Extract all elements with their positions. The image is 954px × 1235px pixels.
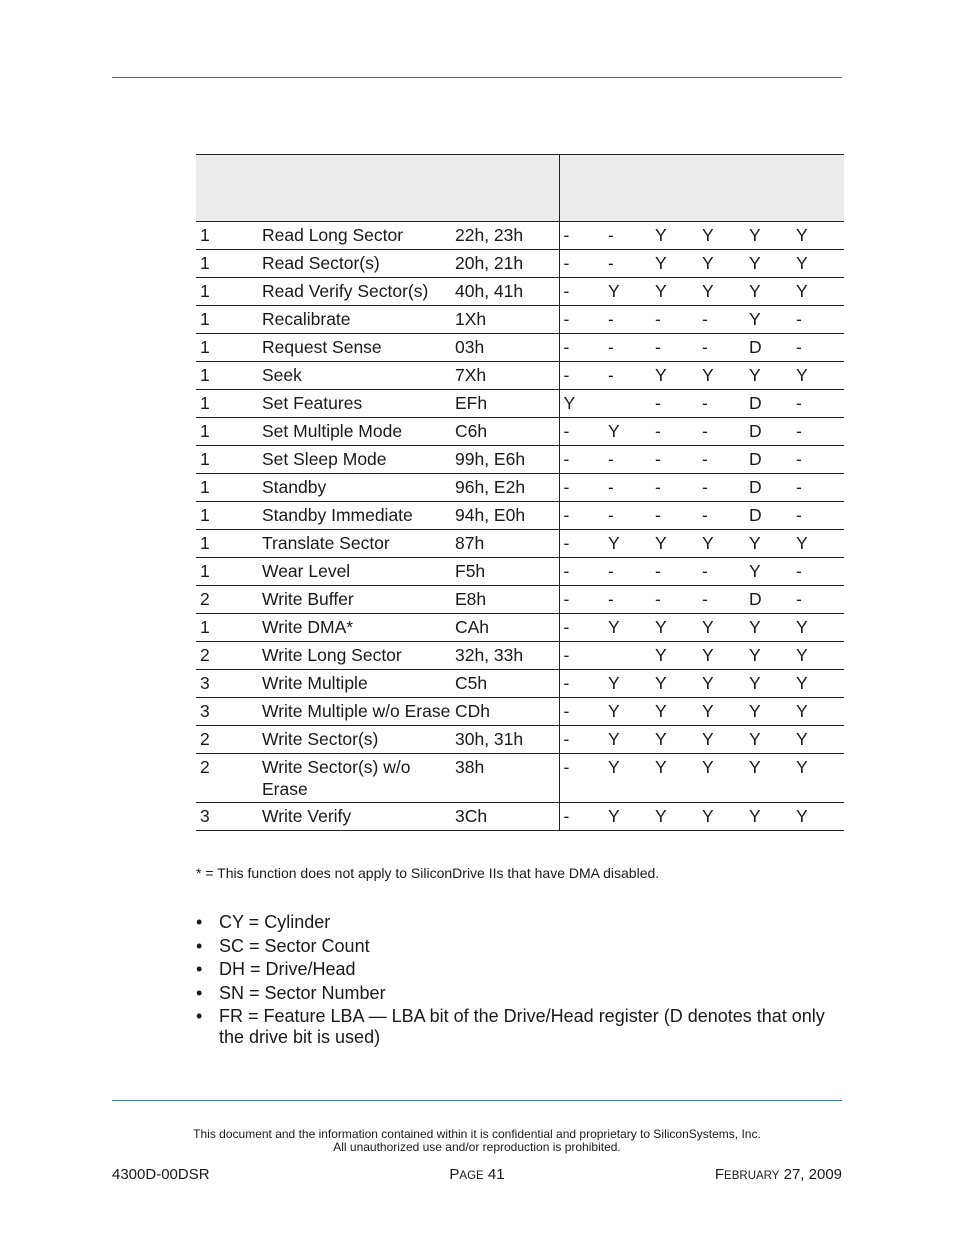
command-cell: Wear Level — [262, 558, 455, 586]
command-cell: Set Sleep Mode — [262, 446, 455, 474]
class-cell: 1 — [196, 278, 262, 306]
table-footnote: * = This function does not apply to SiliconDrive IIs that have DMA disabled. — [196, 865, 660, 881]
sc-cell: - — [608, 474, 655, 502]
lba-cell: - — [796, 418, 844, 446]
table-row — [196, 530, 844, 558]
code-cell: 96h, E2h — [455, 474, 559, 502]
cy-cell: - — [702, 558, 749, 586]
code-cell: 87h — [455, 530, 559, 558]
page-number-value: 41 — [487, 1166, 505, 1183]
sc-cell: Y — [608, 670, 655, 698]
dh-cell: D — [749, 502, 796, 530]
sn-cell: Y — [655, 278, 702, 306]
lba-cell: Y — [796, 670, 844, 698]
cy-cell: - — [702, 418, 749, 446]
lba-cell: Y — [796, 530, 844, 558]
sc-cell: Y — [608, 418, 655, 446]
code-cell: 7Xh — [455, 362, 559, 390]
command-cell: Write Sector(s) — [262, 726, 455, 754]
command-cell: Read Verify Sector(s) — [262, 278, 455, 306]
fr-cell: - — [559, 670, 608, 698]
date-first: F — [714, 1166, 725, 1183]
command-cell: Standby — [262, 474, 455, 502]
command-cell: Write Verify — [262, 803, 455, 831]
lba-cell: Y — [796, 642, 844, 670]
dh-cell: Y — [749, 754, 796, 803]
class-cell: 2 — [196, 754, 262, 803]
cy-cell: - — [702, 474, 749, 502]
dh-cell: Y — [749, 558, 796, 586]
table-row — [196, 418, 844, 446]
class-cell: 1 — [196, 334, 262, 362]
table-row — [196, 278, 844, 306]
table-row — [196, 502, 844, 530]
command-cell: Request Sense — [262, 334, 455, 362]
code-cell: 03h — [455, 334, 559, 362]
class-cell: 1 — [196, 306, 262, 334]
lba-cell: - — [796, 446, 844, 474]
cy-cell: - — [702, 306, 749, 334]
dh-cell: Y — [749, 530, 796, 558]
cy-cell: Y — [702, 698, 749, 726]
class-cell: 2 — [196, 586, 262, 614]
table-row — [196, 642, 844, 670]
doc-number: 4300D-00DSR — [112, 1166, 210, 1183]
sn-cell: Y — [655, 698, 702, 726]
table-row — [196, 670, 844, 698]
sc-cell: - — [608, 362, 655, 390]
dh-cell: Y — [749, 642, 796, 670]
class-cell: 1 — [196, 222, 262, 250]
sn-cell: Y — [655, 754, 702, 803]
table-row — [196, 803, 844, 831]
lba-cell: Y — [796, 803, 844, 831]
definition-item — [196, 912, 836, 933]
command-table — [196, 154, 844, 831]
command-cell: Write Multiple — [262, 670, 455, 698]
sn-cell: Y — [655, 726, 702, 754]
confidentiality-notice — [0, 1128, 954, 1154]
command-cell: Write Buffer — [262, 586, 455, 614]
cy-cell: Y — [702, 726, 749, 754]
code-cell: EFh — [455, 390, 559, 418]
dh-cell: Y — [749, 803, 796, 831]
fr-cell: - — [559, 614, 608, 642]
sn-cell: Y — [655, 222, 702, 250]
sn-cell: - — [655, 418, 702, 446]
sn-cell: - — [655, 474, 702, 502]
table-row — [196, 558, 844, 586]
dh-cell: Y — [749, 222, 796, 250]
definition-text: DH = Drive/Head — [219, 959, 356, 979]
dh-cell: Y — [749, 698, 796, 726]
sn-cell: - — [655, 586, 702, 614]
cy-cell: - — [702, 446, 749, 474]
command-cell: Set Multiple Mode — [262, 418, 455, 446]
sc-cell: - — [608, 558, 655, 586]
sc-cell: - — [608, 502, 655, 530]
cy-cell: Y — [702, 670, 749, 698]
definition-text: FR = Feature LBA — LBA bit of the Drive/Head register (D denotes that only the drive bit is used) — [219, 1006, 825, 1047]
fr-cell: - — [559, 306, 608, 334]
table-row — [196, 390, 844, 418]
fr-cell: - — [559, 530, 608, 558]
table-header-row — [196, 155, 844, 222]
command-cell: Read Sector(s) — [262, 250, 455, 278]
definition-item — [196, 959, 836, 980]
fr-cell: - — [559, 586, 608, 614]
sc-cell: Y — [608, 530, 655, 558]
cy-cell: Y — [702, 362, 749, 390]
date-rest: EBRUARY — [724, 1170, 780, 1182]
cy-cell: - — [702, 390, 749, 418]
sn-cell: Y — [655, 803, 702, 831]
sc-cell — [608, 390, 655, 418]
dh-cell: D — [749, 446, 796, 474]
code-cell: C6h — [455, 418, 559, 446]
fr-cell: - — [559, 362, 608, 390]
dh-cell: Y — [749, 278, 796, 306]
definition-text: SC = Sector Count — [219, 935, 370, 956]
code-cell: 3Ch — [455, 803, 559, 831]
sn-cell: Y — [655, 670, 702, 698]
fr-cell: - — [559, 642, 608, 670]
fr-cell: - — [559, 502, 608, 530]
class-cell: 1 — [196, 558, 262, 586]
dh-cell: Y — [749, 362, 796, 390]
fr-cell: - — [559, 754, 608, 803]
lba-cell: Y — [796, 250, 844, 278]
class-cell: 3 — [196, 803, 262, 831]
sc-cell: Y — [608, 754, 655, 803]
sn-cell: Y — [655, 614, 702, 642]
lba-cell: Y — [796, 278, 844, 306]
fr-cell: - — [559, 803, 608, 831]
fr-cell: - — [559, 474, 608, 502]
cy-cell: Y — [702, 614, 749, 642]
command-cell: Set Features — [262, 390, 455, 418]
definition-item — [196, 936, 836, 957]
cy-cell: - — [702, 502, 749, 530]
dh-cell: Y — [749, 614, 796, 642]
bullet-icon: • — [196, 1006, 203, 1026]
command-cell: Write Multiple w/o Erase — [262, 698, 455, 726]
class-cell: 3 — [196, 670, 262, 698]
publication-date — [715, 1166, 842, 1185]
fr-cell: - — [559, 418, 608, 446]
class-cell: 1 — [196, 502, 262, 530]
sc-cell: - — [608, 446, 655, 474]
sc-cell: - — [608, 306, 655, 334]
sn-cell: Y — [655, 362, 702, 390]
dh-cell: D — [749, 586, 796, 614]
sn-cell: Y — [655, 250, 702, 278]
class-cell: 3 — [196, 698, 262, 726]
bullet-icon: • — [196, 912, 203, 932]
lba-cell: Y — [796, 362, 844, 390]
class-cell: 1 — [196, 614, 262, 642]
code-cell: C5h — [455, 670, 559, 698]
lba-cell: Y — [796, 698, 844, 726]
cy-cell: Y — [702, 530, 749, 558]
code-cell: F5h — [455, 558, 559, 586]
confidentiality-line-1: This document and the information contained within it is confidential and proprietary to SiliconSystems, Inc. — [193, 1127, 761, 1141]
code-cell: CDh — [455, 698, 559, 726]
command-cell: Translate Sector — [262, 530, 455, 558]
sn-cell: Y — [655, 530, 702, 558]
definition-text: CY = Cylinder — [219, 912, 331, 932]
class-cell: 1 — [196, 474, 262, 502]
command-cell: Write Sector(s) w/o Erase — [262, 754, 455, 803]
sc-cell: - — [608, 334, 655, 362]
sn-cell: - — [655, 502, 702, 530]
code-cell: 38h — [455, 754, 559, 803]
lba-cell: - — [796, 502, 844, 530]
fr-cell: - — [559, 726, 608, 754]
dh-cell: Y — [749, 670, 796, 698]
cy-cell: Y — [702, 642, 749, 670]
code-cell: 22h, 23h — [455, 222, 559, 250]
dh-cell: D — [749, 390, 796, 418]
sn-cell: - — [655, 334, 702, 362]
dh-cell: Y — [749, 250, 796, 278]
cy-cell: Y — [702, 222, 749, 250]
bullet-icon: • — [196, 959, 203, 979]
cy-cell: - — [702, 334, 749, 362]
table-row — [196, 614, 844, 642]
sc-cell — [608, 642, 655, 670]
table-row — [196, 698, 844, 726]
fr-cell: - — [559, 558, 608, 586]
fr-cell: Y — [559, 390, 608, 418]
sn-cell: - — [655, 558, 702, 586]
sc-cell: - — [608, 586, 655, 614]
cy-cell: Y — [702, 803, 749, 831]
table-row — [196, 754, 844, 803]
sc-cell: Y — [608, 803, 655, 831]
cy-cell: Y — [702, 250, 749, 278]
definition-text: SN = Sector Number — [219, 982, 386, 1003]
fr-cell: - — [559, 278, 608, 306]
sn-cell: Y — [655, 642, 702, 670]
sc-cell: Y — [608, 726, 655, 754]
lba-cell: Y — [796, 222, 844, 250]
class-cell: 1 — [196, 418, 262, 446]
bullet-icon: • — [196, 935, 203, 956]
table-row — [196, 726, 844, 754]
code-cell: E8h — [455, 586, 559, 614]
page-label-rest: AGE — [459, 1170, 484, 1182]
lba-cell: - — [796, 474, 844, 502]
sn-cell: - — [655, 446, 702, 474]
bullet-icon: • — [196, 982, 203, 1003]
class-cell: 2 — [196, 726, 262, 754]
sc-cell: Y — [608, 698, 655, 726]
code-cell: 99h, E6h — [455, 446, 559, 474]
lba-cell: - — [796, 306, 844, 334]
table-row — [196, 222, 844, 250]
cy-cell: Y — [702, 754, 749, 803]
command-cell: Seek — [262, 362, 455, 390]
code-cell: 94h, E0h — [455, 502, 559, 530]
code-cell: 30h, 31h — [455, 726, 559, 754]
code-cell: 20h, 21h — [455, 250, 559, 278]
command-cell: Write DMA* — [262, 614, 455, 642]
dh-cell: D — [749, 418, 796, 446]
lba-cell: Y — [796, 726, 844, 754]
sc-cell: Y — [608, 614, 655, 642]
table-row — [196, 250, 844, 278]
dh-cell: Y — [749, 726, 796, 754]
dh-cell: Y — [749, 306, 796, 334]
table-row — [196, 334, 844, 362]
fr-cell: - — [559, 222, 608, 250]
command-cell: Recalibrate — [262, 306, 455, 334]
table-row — [196, 474, 844, 502]
command-cell: Read Long Sector — [262, 222, 455, 250]
class-cell: 1 — [196, 390, 262, 418]
lba-cell: Y — [796, 754, 844, 803]
header-rule — [112, 77, 842, 78]
sc-cell: - — [608, 250, 655, 278]
definition-item — [196, 983, 836, 1004]
dh-cell: D — [749, 334, 796, 362]
dh-cell: D — [749, 474, 796, 502]
table-body — [196, 222, 844, 831]
table-row — [196, 586, 844, 614]
cy-cell: - — [702, 586, 749, 614]
table-row — [196, 362, 844, 390]
class-cell: 1 — [196, 362, 262, 390]
fr-cell: - — [559, 446, 608, 474]
table-row — [196, 446, 844, 474]
footer-rule — [112, 1100, 842, 1101]
page-label-first: P — [449, 1166, 460, 1183]
lba-cell: - — [796, 558, 844, 586]
lba-cell: - — [796, 586, 844, 614]
cy-cell: Y — [702, 278, 749, 306]
date-tail: 27, 2009 — [783, 1166, 842, 1183]
class-cell: 2 — [196, 642, 262, 670]
lba-cell: - — [796, 334, 844, 362]
code-cell: 1Xh — [455, 306, 559, 334]
command-cell: Write Long Sector — [262, 642, 455, 670]
code-cell: CAh — [455, 614, 559, 642]
class-cell: 1 — [196, 250, 262, 278]
definition-item — [196, 1006, 836, 1048]
class-cell: 1 — [196, 446, 262, 474]
fr-cell: - — [559, 698, 608, 726]
code-cell: 40h, 41h — [455, 278, 559, 306]
sn-cell: - — [655, 306, 702, 334]
confidentiality-line-2: All unauthorized use and/or reproduction is prohibited. — [333, 1140, 621, 1154]
lba-cell: Y — [796, 614, 844, 642]
sc-cell: - — [608, 222, 655, 250]
definitions-list — [196, 912, 836, 1051]
code-cell: 32h, 33h — [455, 642, 559, 670]
fr-cell: - — [559, 250, 608, 278]
sc-cell: Y — [608, 278, 655, 306]
lba-cell: - — [796, 390, 844, 418]
class-cell: 1 — [196, 530, 262, 558]
fr-cell: - — [559, 334, 608, 362]
sn-cell: - — [655, 390, 702, 418]
table-row — [196, 306, 844, 334]
command-cell: Standby Immediate — [262, 502, 455, 530]
